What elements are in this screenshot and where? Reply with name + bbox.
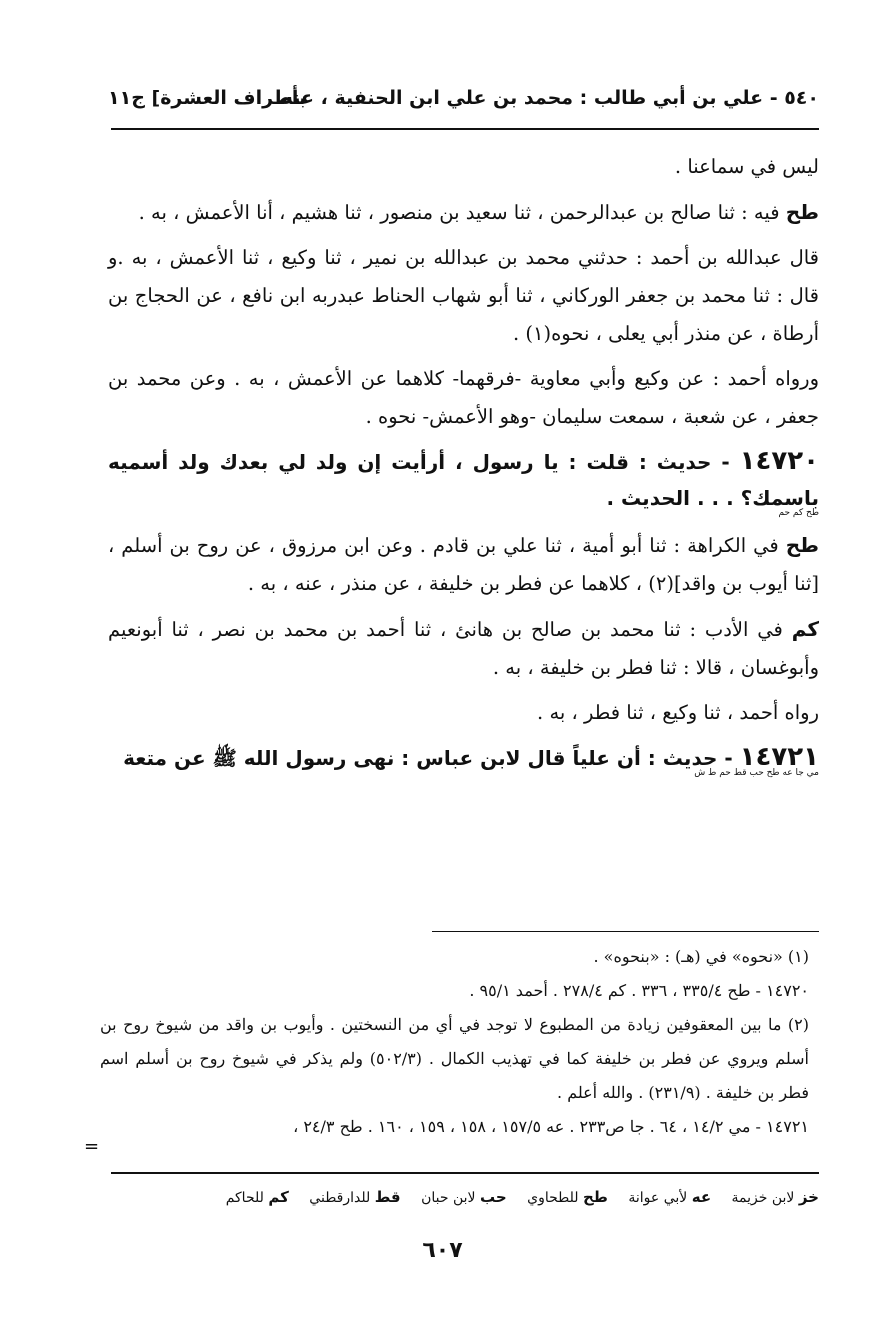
legend-text: لابن خزيمة xyxy=(731,1190,795,1206)
hadith-text: - حديث : قلت : يا رسول ، أرأيت إن ولد لي بعدك ولد أسميه باسمك؟ . . . الحديث . xyxy=(108,450,819,510)
paragraph-text: فيه : ثنا صالح بن عبدالرحمن ، ثنا سعيد بن منصور ، ثنا هشيم ، أنا الأعمش ، به . xyxy=(138,201,780,224)
footnote: (١) «نحوه» في (هـ) : «بنحوه» . xyxy=(593,947,809,966)
legend-code: عه xyxy=(691,1188,712,1206)
footnote-rule xyxy=(432,931,819,932)
paragraph: رواه أحمد ، ثنا وكيع ، ثنا فطر ، به . xyxy=(537,701,819,724)
hadith-source-codes: مي جا عه طح حب قط حم ط ش xyxy=(694,768,819,778)
source-code: كم xyxy=(791,617,820,641)
footnote: (٢) ما بين المعقوفين زيادة من المطبوع لا توجد في أي من النسختين . وأيوب بن واقد من شيوخ روح بن أسلم ويروي عن فطر بن خليفة كما في تهذيب الكمال . (٥٠٢/٣) ولم يذكر في شيوخ روح بن أسلم اسم فطر بن خليفة . (٢٣١/٩) . والله أعلم . xyxy=(100,1015,810,1102)
header-chapter: ٥٤٠ - علي بن أبي طالب : محمد بن علي ابن الحنفية ، عنه xyxy=(281,87,819,109)
paragraph: ليس في سماعنا . xyxy=(674,155,819,178)
source-code: طح xyxy=(785,533,819,557)
continuation-mark: = xyxy=(84,1136,100,1157)
legend-code: خز xyxy=(798,1188,819,1206)
paragraph xyxy=(108,193,819,232)
main-text xyxy=(108,148,819,786)
paragraph xyxy=(108,526,819,603)
legend-item xyxy=(732,1190,819,1206)
hadith-entry xyxy=(108,739,819,778)
hadith-text: - حديث : أن علياً قال لابن عباس : نهى رسول الله ﷺ عن متعة xyxy=(123,746,733,770)
hadith-entry xyxy=(108,443,819,518)
paragraph: ورواه أحمد : عن وكيع وأبي معاوية -فرقهما- كلاهما عن الأعمش ، به . وعن محمد بن جعفر ، عن شعبة ، سمعت سليمان -وهو الأعمش- نحوه . xyxy=(108,367,819,428)
legend-text: للحاكم xyxy=(225,1190,264,1206)
legend-item xyxy=(628,1190,711,1206)
running-header xyxy=(108,78,819,118)
header-book: بأطراف العشرة] ج١١ xyxy=(108,87,307,109)
paragraph xyxy=(108,610,819,687)
legend-item xyxy=(421,1190,507,1206)
hadith-source-codes: طح كم حم xyxy=(778,508,819,518)
legend-code: قط xyxy=(374,1188,401,1206)
source-code: طح xyxy=(785,200,819,224)
footnote: ١٤٧٢٠ - طح ٣٣٥/٤ ، ٣٣٦ . كم ٢٧٨/٤ . أحمد ٩٥/١ . xyxy=(469,981,809,1000)
hadith-number: ١٤٧٢٠ xyxy=(739,446,819,476)
legend-item xyxy=(309,1190,400,1206)
legend-code: حب xyxy=(479,1188,507,1206)
legend-code: طح xyxy=(582,1188,608,1206)
header-rule xyxy=(111,128,819,130)
footnotes xyxy=(100,940,809,1144)
footnote: ١٤٧٢١ - مي ١٤/٢ ، ٦٤ . جا ص٢٣٣ . عه ١٥٧/٥ ، ١٥٨ ، ١٥٩ ، ١٦٠ . طح ٢٤/٣ ، xyxy=(293,1117,809,1136)
hadith-number: ١٤٧٢١ xyxy=(739,742,819,772)
legend-text: للدارقطني xyxy=(309,1190,371,1206)
paragraph: قال عبدالله بن أحمد : حدثني محمد بن عبدالله بن نمير ، ثنا وكيع ، ثنا الأعمش ، به .و قال : ثنا محمد بن جعفر الوركاني ، ثنا أبو شهاب الحناط عبدربه ابن نافع ، عن الحجاج بن أرطاة ، عن منذر أبي يعلى ، نحوه(١) . xyxy=(108,246,819,345)
legend-text: لأبي عوانة xyxy=(628,1190,688,1206)
legend-item xyxy=(226,1190,289,1206)
paragraph-text: في الكراهة : ثنا أبو أمية ، ثنا علي بن قادم . وعن ابن مرزوق ، عن روح بن أسلم ، [ثنا أيوب بن واقد](٢) ، كلاهما عن فطر بن خليفة ، عن منذر ، عنه ، به . xyxy=(108,534,819,595)
legend-text: لابن حبان xyxy=(421,1190,476,1206)
legend-rule xyxy=(111,1172,819,1174)
page-number: ٦٠٧ xyxy=(422,1238,463,1263)
abbreviation-legend xyxy=(108,1182,819,1213)
legend-code: كم xyxy=(268,1188,289,1206)
legend-item xyxy=(527,1190,608,1206)
paragraph-text: في الأدب : ثنا محمد بن صالح بن هانئ ، ثنا أحمد بن محمد بن نصر ، ثنا أبونعيم وأبوغسان ، قالا : ثنا فطر بن خليفة ، به . xyxy=(108,618,819,679)
legend-text: للطحاوي xyxy=(527,1190,579,1206)
